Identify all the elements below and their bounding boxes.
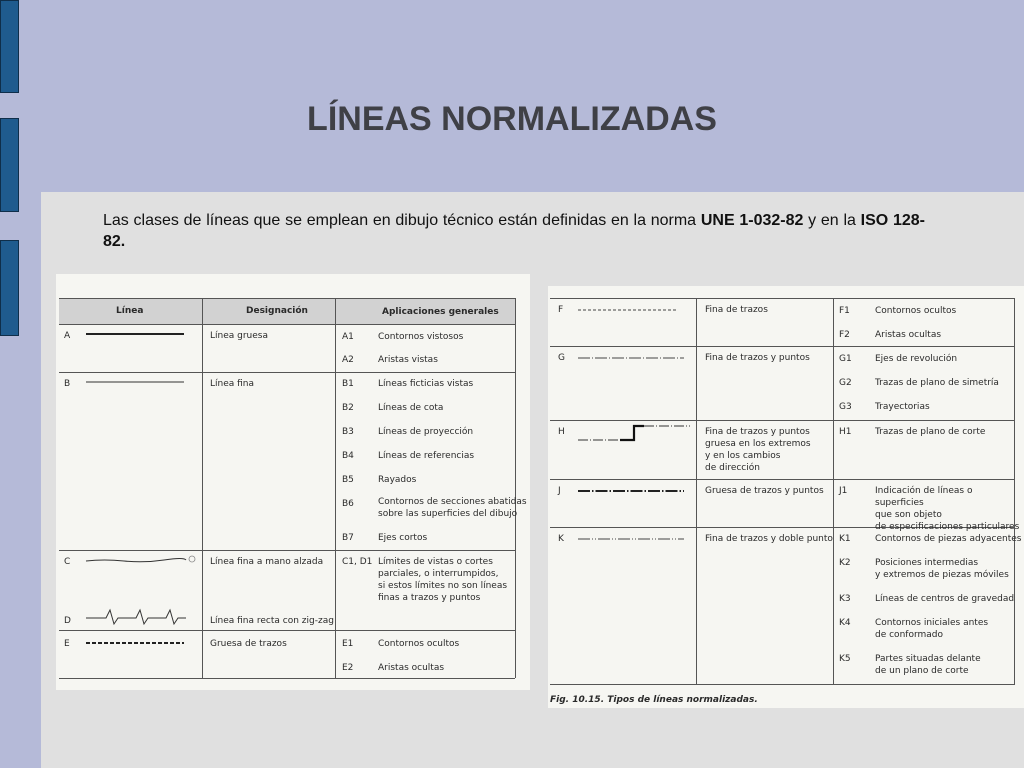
app-code-b6: B6 bbox=[342, 499, 354, 509]
app-text-f1: Contornos ocultos bbox=[875, 306, 957, 316]
designation-g: Fina de trazos y puntos bbox=[705, 353, 810, 363]
app-text-j1: Indicación de líneas o superficies que son objeto de especificaciones particulares bbox=[875, 486, 1020, 532]
col-header-designacion: Designación bbox=[246, 306, 308, 316]
designation-f: Fina de trazos bbox=[705, 305, 768, 315]
app-text-b2: Líneas de cota bbox=[378, 403, 444, 413]
app-text-e1: Contornos ocultos bbox=[378, 639, 460, 649]
app-text-b7: Ejes cortos bbox=[378, 533, 428, 543]
row-code-c: C bbox=[64, 557, 71, 567]
app-code-f1: F1 bbox=[839, 306, 850, 316]
designation-b: Línea fina bbox=[210, 379, 255, 389]
line-sample-c bbox=[84, 554, 200, 566]
app-code-g3: G3 bbox=[839, 402, 852, 412]
designation-a: Línea gruesa bbox=[210, 331, 268, 341]
app-code-g1: G1 bbox=[839, 354, 852, 364]
app-code-b7: B7 bbox=[342, 533, 354, 543]
app-code-b5: B5 bbox=[342, 475, 354, 485]
app-code-h1: H1 bbox=[839, 427, 852, 437]
app-text-a1: Contornos vistosos bbox=[378, 332, 464, 342]
app-text-c1-d1: Límites de vistas o cortes parciales, o interrumpidos, si estos límites no son líneas finas a trazos y puntos bbox=[378, 557, 508, 603]
col-header-linea: Línea bbox=[116, 306, 144, 316]
line-sample-e bbox=[84, 639, 188, 647]
app-text-k2: Posiciones intermedias y extremos de piezas móviles bbox=[875, 558, 1009, 580]
row-code-b: B bbox=[64, 379, 71, 389]
slide-title: LÍNEAS NORMALIZADAS bbox=[307, 100, 717, 138]
col-header-aplicaciones: Aplicaciones generales bbox=[382, 307, 499, 317]
app-text-b6: Contornos de secciones abatidas sobre las superficies del dibujo bbox=[378, 497, 527, 519]
row-code-h: H bbox=[558, 427, 565, 437]
app-text-h1: Trazas de plano de corte bbox=[875, 427, 986, 437]
app-text-a2: Aristas vistas bbox=[378, 355, 438, 365]
designation-c: Línea fina a mano alzada bbox=[210, 557, 324, 567]
line-sample-h bbox=[576, 420, 692, 446]
slide-tab-bottom bbox=[0, 240, 19, 336]
app-text-g3: Trayectorias bbox=[875, 402, 930, 412]
app-code-c1-d1: C1, D1 bbox=[342, 557, 373, 567]
app-code-f2: F2 bbox=[839, 330, 850, 340]
line-sample-b bbox=[84, 378, 188, 386]
app-code-k1: K1 bbox=[839, 534, 851, 544]
app-text-k4: Contornos iniciales antes de conformado bbox=[875, 618, 989, 640]
line-sample-d bbox=[84, 606, 188, 626]
row-code-d: D bbox=[64, 616, 71, 626]
designation-d: Línea fina recta con zig-zag bbox=[210, 616, 334, 626]
row-code-f: F bbox=[558, 305, 564, 315]
app-code-k2: K2 bbox=[839, 558, 851, 568]
designation-e: Gruesa de trazos bbox=[210, 639, 287, 649]
intro-paragraph bbox=[103, 210, 925, 252]
left-table-image bbox=[56, 274, 530, 690]
app-text-e2: Aristas ocultas bbox=[378, 663, 445, 673]
right-table-image bbox=[548, 286, 1024, 708]
app-code-j1: J1 bbox=[839, 486, 848, 496]
line-sample-f bbox=[576, 306, 680, 314]
row-code-k: K bbox=[558, 534, 564, 544]
app-code-a1: A1 bbox=[342, 332, 354, 342]
row-code-g: G bbox=[558, 353, 565, 363]
line-sample-j bbox=[576, 487, 686, 495]
app-code-k5: K5 bbox=[839, 654, 851, 664]
app-text-b5: Rayados bbox=[378, 475, 417, 485]
app-text-g1: Ejes de revolución bbox=[875, 354, 958, 364]
iso-norm: ISO 128-82. bbox=[103, 212, 925, 250]
app-code-b2: B2 bbox=[342, 403, 354, 413]
app-code-g2: G2 bbox=[839, 378, 852, 388]
app-code-b3: B3 bbox=[342, 427, 354, 437]
app-text-k5: Partes situadas delante de un plano de corte bbox=[875, 654, 981, 676]
intro-text-1: Las clases de líneas que se emplean en dibujo técnico están definidas en la norma bbox=[103, 212, 701, 229]
intro-text-2: y en la bbox=[803, 212, 861, 229]
designation-h: Fina de trazos y puntos gruesa en los extremos y en los cambios de dirección bbox=[705, 427, 811, 473]
app-code-e2: E2 bbox=[342, 663, 354, 673]
app-code-b1: B1 bbox=[342, 379, 354, 389]
row-code-e: E bbox=[64, 639, 70, 649]
designation-k: Fina de trazos y doble punto bbox=[705, 534, 833, 544]
figure-caption: Fig. 10.15. Tipos de líneas normalizadas. bbox=[550, 695, 758, 705]
row-code-j: J bbox=[558, 486, 561, 496]
app-text-b1: Líneas ficticias vistas bbox=[378, 379, 474, 389]
line-sample-g bbox=[576, 354, 686, 362]
app-code-k4: K4 bbox=[839, 618, 851, 628]
line-sample-a bbox=[84, 330, 188, 338]
app-code-k3: K3 bbox=[839, 594, 851, 604]
app-code-b4: B4 bbox=[342, 451, 354, 461]
app-text-f2: Aristas ocultas bbox=[875, 330, 942, 340]
slide-tab-top bbox=[0, 0, 19, 93]
app-code-a2: A2 bbox=[342, 355, 354, 365]
line-sample-k bbox=[576, 535, 686, 543]
app-text-k1: Contornos de piezas adyacentes bbox=[875, 534, 1022, 544]
app-text-k3: Líneas de centros de gravedad bbox=[875, 594, 1015, 604]
row-code-a: A bbox=[64, 331, 71, 341]
app-text-b4: Líneas de referencias bbox=[378, 451, 475, 461]
app-code-e1: E1 bbox=[342, 639, 354, 649]
designation-j: Gruesa de trazos y puntos bbox=[705, 486, 824, 496]
app-text-b3: Líneas de proyección bbox=[378, 427, 474, 437]
une-norm: UNE 1-032-82 bbox=[700, 212, 804, 229]
app-text-g2: Trazas de plano de simetría bbox=[875, 378, 999, 388]
